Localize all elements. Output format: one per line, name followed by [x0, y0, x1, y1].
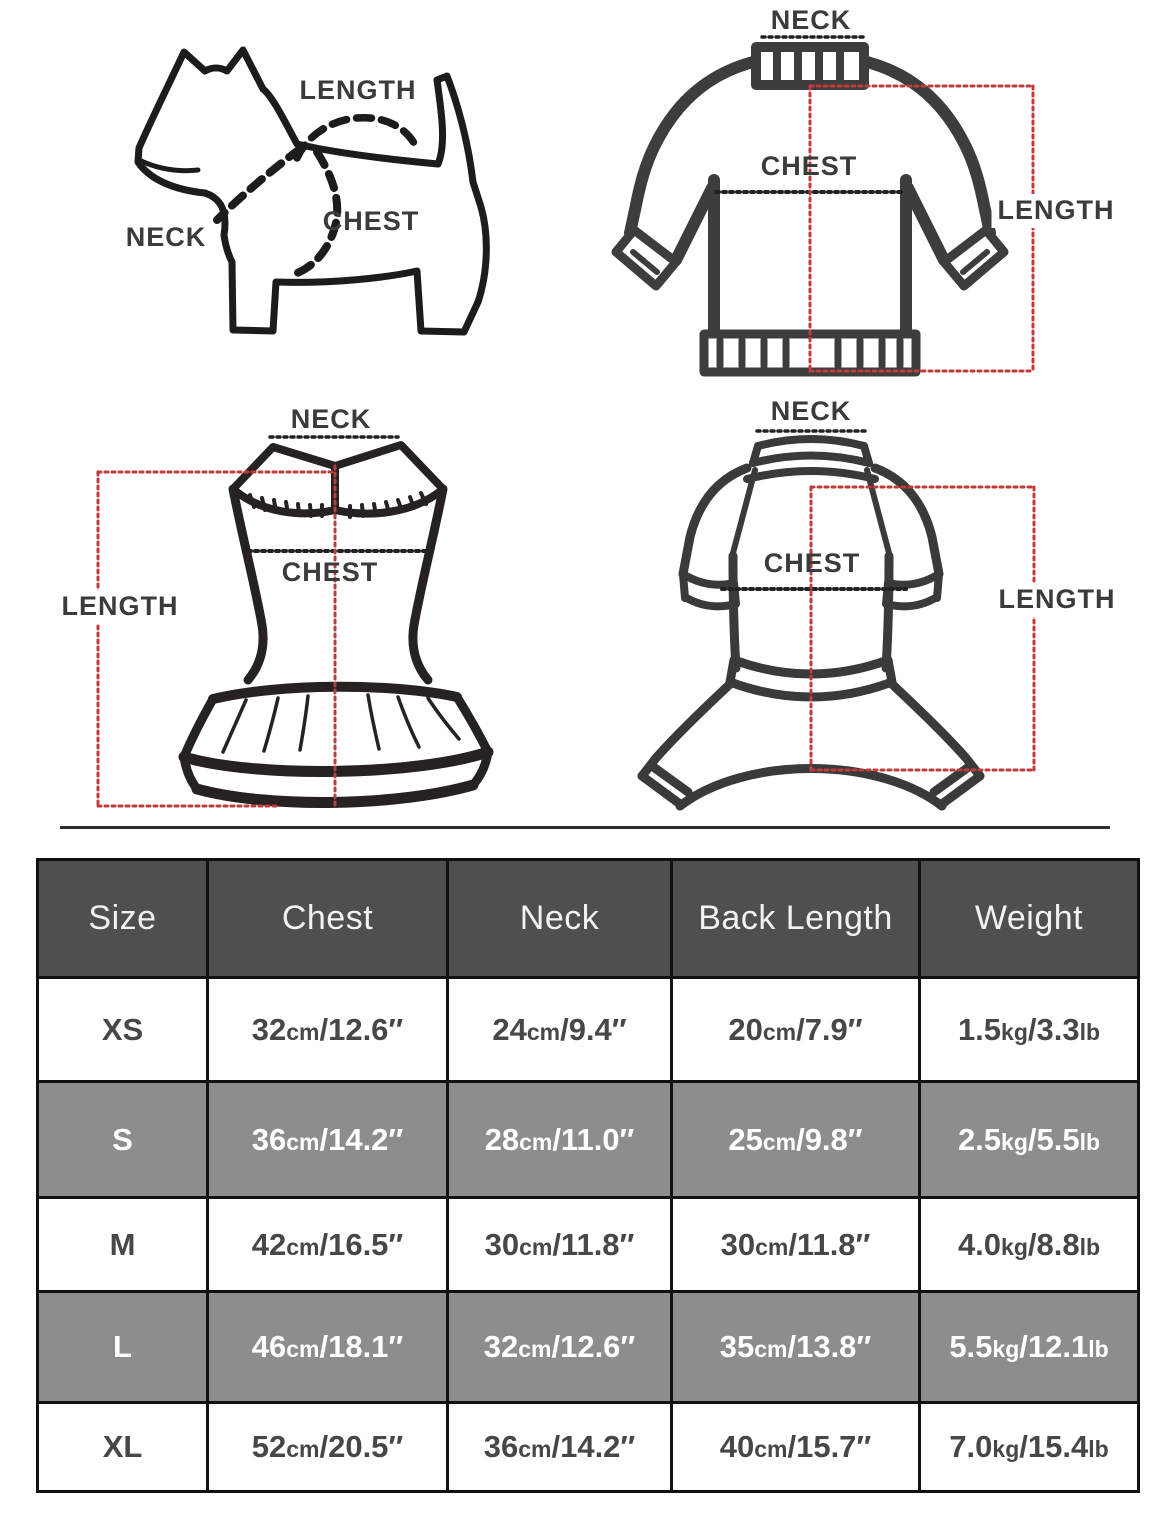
col-header-weight: Weight: [920, 860, 1139, 978]
dress-skirt-right: [457, 697, 488, 752]
cell-l-neck: 32cm/12.6″: [448, 1292, 672, 1403]
jumpsuit-body-right: [886, 556, 889, 668]
dress-skirt-left: [184, 699, 213, 757]
dress-length-label: LENGTH: [56, 590, 185, 624]
table-row-xl: [38, 1403, 1139, 1492]
size-chart-table: [36, 858, 1140, 1493]
jumpsuit-neckline: [747, 471, 875, 479]
cell-xl-chest: 52cm/20.5″: [208, 1403, 448, 1492]
jumpsuit-collar-mid: [753, 456, 869, 464]
sweater-measure-diagram: [616, 37, 1033, 372]
sweater-chest-label: CHEST: [760, 151, 858, 181]
cell-s-back-length: 25cm/9.8″: [672, 1082, 920, 1198]
header-row: [38, 860, 1139, 978]
cell-xl-size: XL: [38, 1403, 208, 1492]
sweater-length-red-lines: [810, 86, 1033, 371]
cell-m-neck: 30cm/11.8″: [448, 1198, 672, 1292]
dog-neck-dashed-line: [217, 148, 301, 220]
col-header-chest: Chest: [208, 860, 448, 978]
cell-s-chest: 36cm/14.2″: [208, 1082, 448, 1198]
table-row-l: [38, 1292, 1139, 1403]
cell-xs-chest: 32cm/12.6″: [208, 978, 448, 1082]
jumpsuit-crotch-arch: [680, 769, 942, 807]
jumpsuit-left-leg: [642, 684, 730, 776]
cell-xs-neck: 24cm/9.4″: [448, 978, 672, 1082]
jumpsuit-measure-diagram: [642, 431, 1034, 806]
sweater-left-inner-edge: [676, 188, 712, 260]
jumpsuit-length-label: LENGTH: [993, 583, 1122, 617]
dress-neck-label: NECK: [290, 404, 372, 434]
sweater-neck-label: NECK: [770, 5, 852, 35]
cell-l-chest: 46cm/18.1″: [208, 1292, 448, 1403]
sweater-left-cuff: [616, 230, 676, 286]
col-header-neck: Neck: [448, 860, 672, 978]
sweater-length-label: LENGTH: [992, 194, 1121, 228]
cell-l-size: L: [38, 1292, 208, 1403]
dress-bodice-right: [413, 489, 443, 680]
cell-xl-neck: 36cm/14.2″: [448, 1403, 672, 1492]
cell-m-back-length: 30cm/11.8″: [672, 1198, 920, 1292]
jumpsuit-body-left: [733, 556, 736, 668]
cell-xl-back-length: 40cm/15.7″: [672, 1403, 920, 1492]
cell-xs-size: XS: [38, 978, 208, 1082]
sweater-right-sleeve: [867, 62, 990, 233]
dress-gather-lines: [223, 695, 459, 752]
dress-chest-label: CHEST: [281, 557, 379, 587]
jumpsuit-neck-label: NECK: [770, 396, 852, 426]
col-header-size: Size: [38, 860, 208, 978]
cell-m-weight: 4.0kg/8.8lb: [920, 1198, 1139, 1292]
sweater-collar: [756, 47, 864, 85]
cell-s-weight: 2.5kg/5.5lb: [920, 1082, 1139, 1198]
table-row-m: [38, 1198, 1139, 1292]
jumpsuit-collar-top: [758, 439, 864, 446]
cell-xl-weight: 7.0kg/15.4lb: [920, 1403, 1139, 1492]
table-row-s: [38, 1082, 1139, 1198]
cell-s-size: S: [38, 1082, 208, 1198]
sweater-left-sleeve: [630, 62, 753, 233]
cell-l-weight: 5.5kg/12.1lb: [920, 1292, 1139, 1403]
dress-bodice-left: [233, 489, 263, 680]
cell-xs-back-length: 20cm/7.9″: [672, 978, 920, 1082]
cell-m-size: M: [38, 1198, 208, 1292]
cell-m-chest: 42cm/16.5″: [208, 1198, 448, 1292]
jumpsuit-right-leg: [892, 684, 980, 776]
dress-collar-left-wing: [233, 447, 335, 513]
section-divider: [60, 826, 1110, 829]
dog-length-label: LENGTH: [299, 75, 417, 105]
col-header-back-length: Back Length: [672, 860, 920, 978]
sweater-right-cuff: [944, 230, 1004, 286]
cell-xs-weight: 1.5kg/3.3lb: [920, 978, 1139, 1082]
jumpsuit-length-red-lines: [811, 487, 1034, 770]
sweater-right-inner-edge: [908, 188, 944, 260]
dog-neck-label: NECK: [125, 222, 207, 252]
jumpsuit-chest-label: CHEST: [763, 548, 861, 578]
dog-chest-label: CHEST: [322, 206, 420, 236]
table-row-xs: [38, 978, 1139, 1082]
cell-s-neck: 28cm/11.0″: [448, 1082, 672, 1198]
cell-l-back-length: 35cm/13.8″: [672, 1292, 920, 1403]
